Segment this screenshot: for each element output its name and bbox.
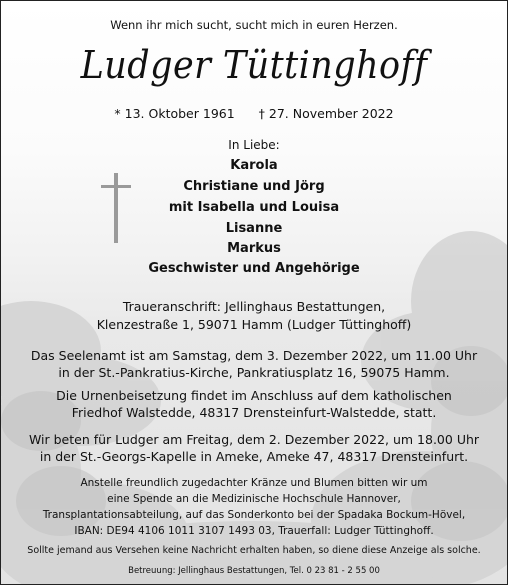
prayer-line: in der St.-Georgs-Kapelle in Ameke, Ameke 47, 48317 Drensteinfurt.	[39, 449, 469, 464]
donation-line: Transplantationsabteilung, auf das Sonderkonto bei der Spadaka Bockum-Hövel,	[42, 509, 466, 521]
mourner-name: Christiane und Jörg	[183, 179, 325, 194]
address-line: Klenzestraße 1, 59071 Hamm (Ludger Tüttinghoff)	[96, 317, 412, 332]
mourner-name: Markus	[227, 241, 281, 256]
mourner-name: Geschwister und Angehörige	[148, 261, 360, 276]
notice-line: Sollte jemand aus Versehen keine Nachricht erhalten haben, so diene diese Anzeige als solche.	[27, 545, 481, 556]
deceased-name: Ludger Tüttinghoff	[80, 43, 428, 87]
birth-date: * 13. Oktober 1961	[114, 106, 235, 121]
in-liebe-label: In Liebe:	[228, 138, 280, 152]
footer-credit: Betreuung: Jellinghaus Bestattungen, Tel. 0 23 81 - 2 55 00	[128, 566, 380, 576]
mourner-name: Karola	[230, 158, 278, 173]
burial-line: Die Urnenbeisetzung findet im Anschluss auf dem katholischen	[56, 388, 452, 403]
address-line: Traueranschrift: Jellinghaus Bestattungen,	[122, 299, 386, 314]
donation-line: Anstelle freundlich zugedachter Kränze und Blumen bitten wir um	[80, 477, 428, 489]
donation-line: IBAN: DE94 4106 1011 3107 1493 03, Trauerfall: Ludger Tüttinghoff.	[74, 525, 434, 537]
donation-line: eine Spende an die Medizinische Hochschule Hannover,	[107, 493, 401, 505]
death-date: † 27. November 2022	[258, 106, 394, 121]
mourner-name: Lisanne	[225, 221, 283, 236]
prayer-line: Wir beten für Ludger am Freitag, dem 2. Dezember 2022, um 18.00 Uhr	[28, 432, 480, 447]
requiem-line: in der St.-Pankratius-Kirche, Pankratiusplatz 16, 59075 Hamm.	[58, 365, 450, 380]
mourner-name: mit Isabella und Louisa	[168, 200, 340, 215]
burial-line: Friedhof Walstedde, 48317 Drensteinfurt-Walstedde, statt.	[71, 405, 437, 420]
motto: Wenn ihr mich sucht, sucht mich in euren Herzen.	[110, 18, 398, 32]
life-dates	[1, 106, 507, 121]
requiem-line: Das Seelenamt ist am Samstag, dem 3. Dezember 2022, um 11.00 Uhr	[30, 348, 478, 363]
